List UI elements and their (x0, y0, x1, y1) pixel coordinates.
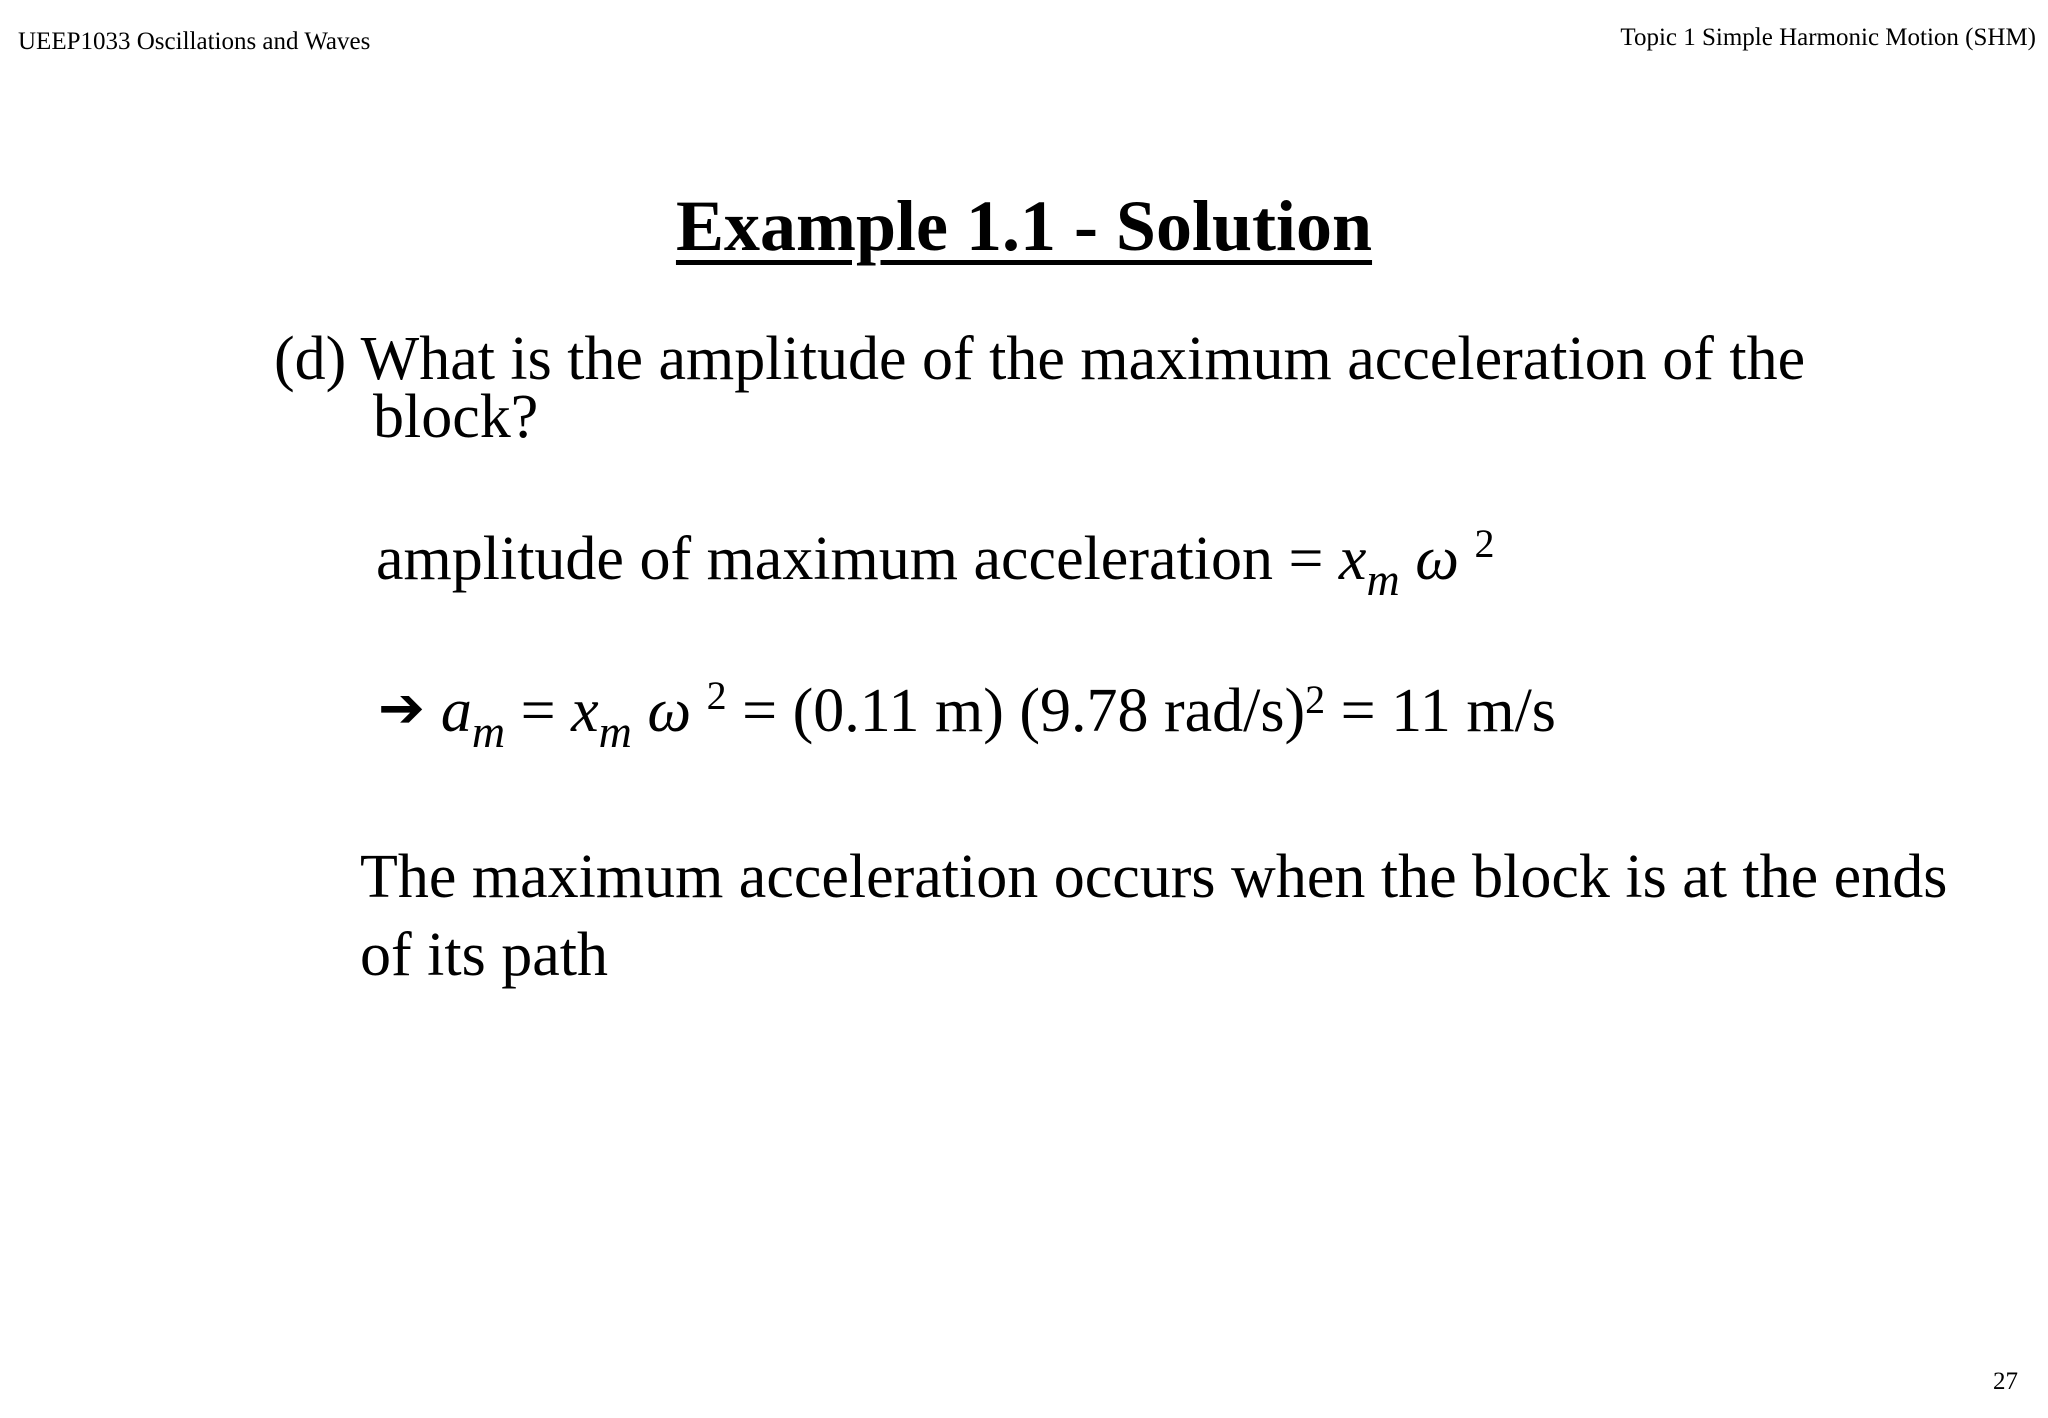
slide-title (0, 186, 2048, 266)
conclusion-text: The maximum acceleration occurs when the block is at the ends of its path (360, 843, 1948, 989)
formula-subscript-m: m (1366, 554, 1400, 605)
calc-values-exponent: 2 (1305, 677, 1326, 722)
calc-omega-exponent: 2 (706, 673, 727, 718)
calc-x-subscript: m (598, 706, 632, 757)
formula-omega-symbol: ω (1415, 525, 1459, 593)
calc-omega-symbol: ω (647, 677, 692, 745)
amplitude-formula (376, 520, 1494, 607)
calc-a-subscript: m (471, 706, 506, 757)
slide-title-text: Example 1.1 - Solution (675, 186, 1373, 266)
arrow-icon: ➔ (378, 676, 425, 741)
course-header: UEEP1033 Oscillations and Waves (18, 28, 371, 55)
formula-exponent: 2 (1474, 521, 1495, 566)
calc-result: = 11 m/s (1325, 677, 1556, 745)
calc-a-symbol: a (440, 677, 472, 745)
formula-label: amplitude of maximum acceleration = (376, 525, 1339, 593)
calc-x-symbol: x (571, 677, 599, 745)
question-line-1: (d) What is the amplitude of the maximum acceleration of the (274, 325, 1806, 393)
question-d (274, 325, 1806, 451)
topic-header: Topic 1 Simple Harmonic Motion (SHM) (1620, 24, 2036, 51)
formula-x-symbol: x (1338, 525, 1367, 593)
page-number: 27 (1993, 1368, 2018, 1395)
calc-equals: = (505, 677, 572, 745)
question-line-2: block? (373, 383, 539, 451)
calc-values: = (0.11 m) (9.78 rad/s) (726, 677, 1306, 745)
acceleration-calculation (378, 672, 1556, 759)
